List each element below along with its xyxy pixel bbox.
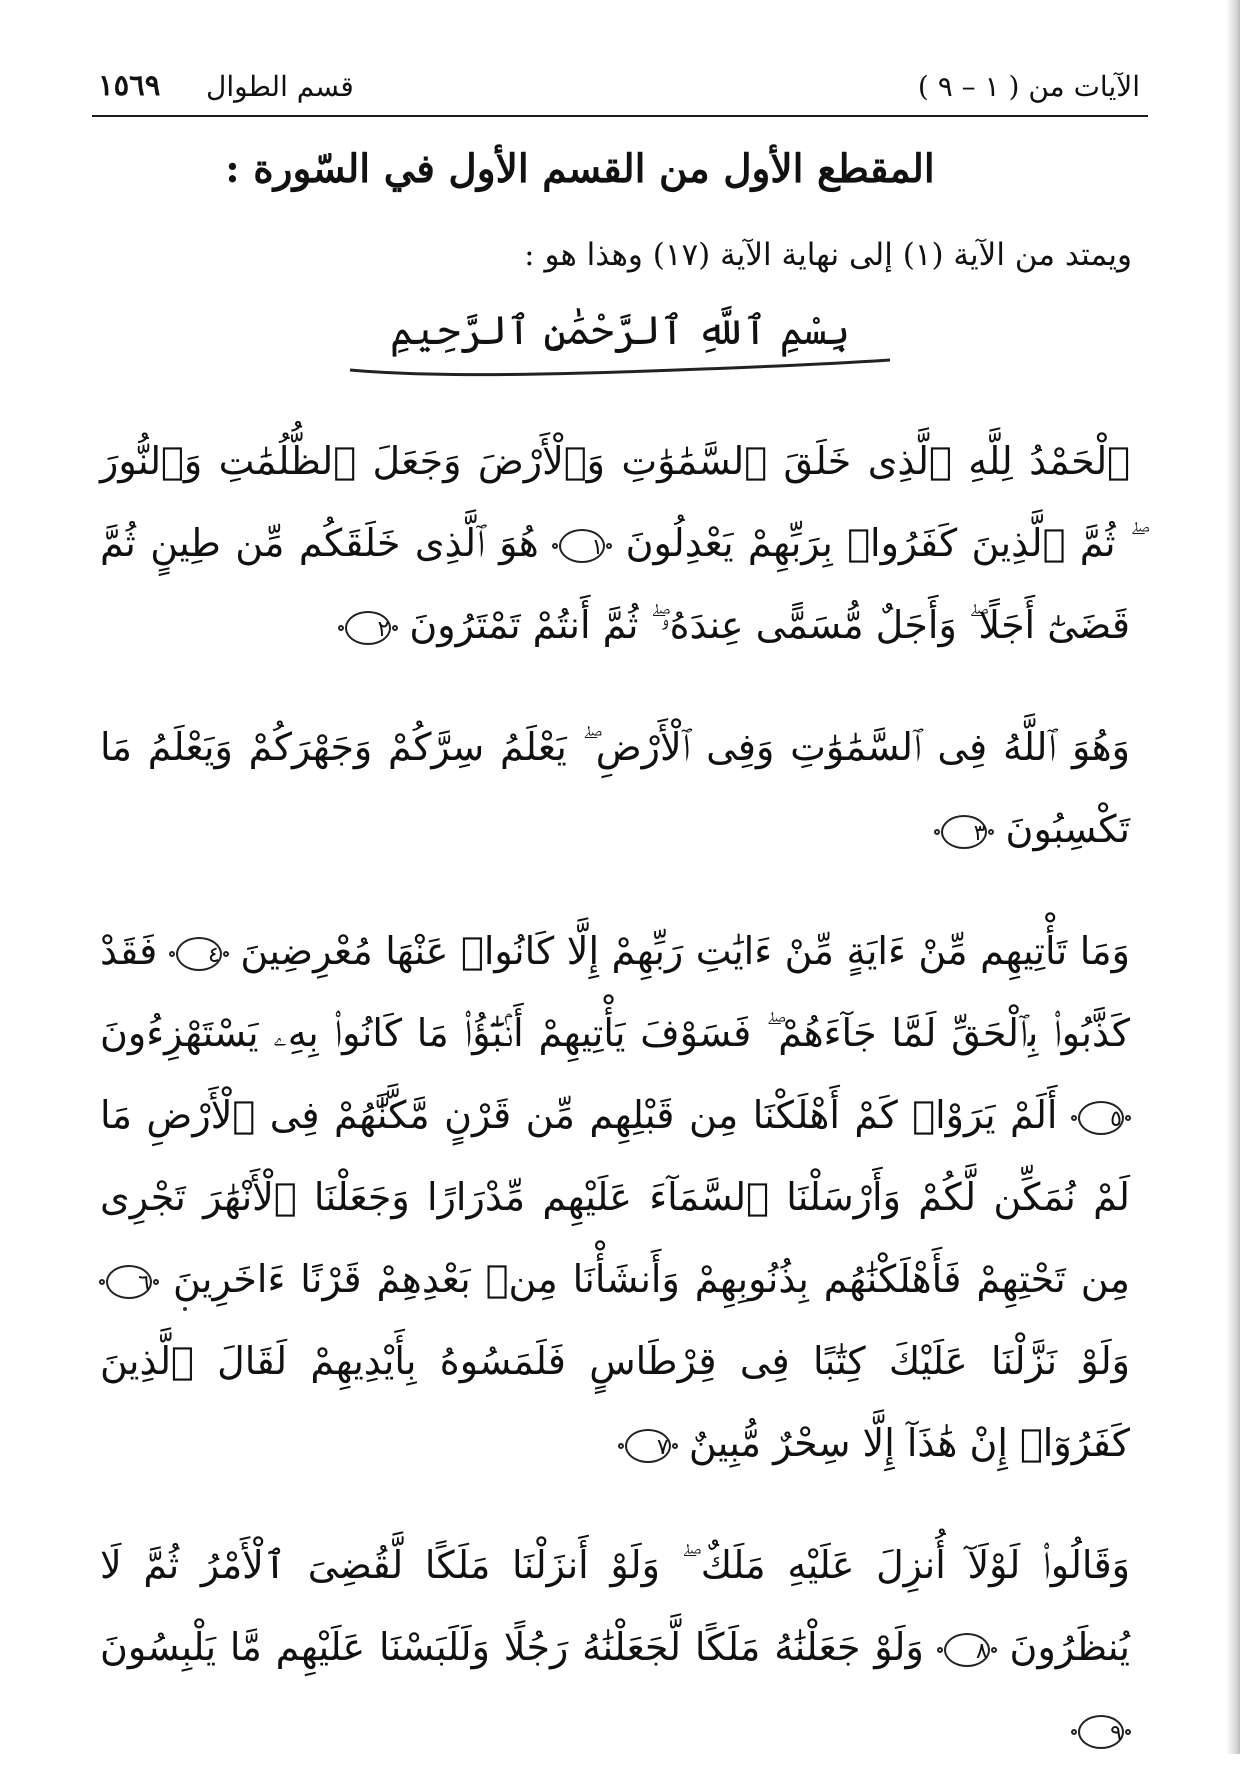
- verse-number-marker: ٤: [176, 937, 222, 971]
- verse-text: فَقَدْ كَذَّبُوا۟ بِٱلْحَقِّ لَمَّا جَآءَهُمْ ۖ فَسَوْفَ يَأْتِيهِمْ أَنۢبَٰٓؤُا۟ مَا كَانُوا۟ بِهِۦ يَسْتَهْزِءُونَ: [100, 929, 1130, 1055]
- basmala: [320, 300, 920, 392]
- verse-number-marker: ١: [559, 529, 605, 563]
- verse-number-marker: ٦: [106, 1265, 152, 1299]
- verse-text: ٱلْحَمْدُ لِلَّهِ ٱلَّذِى خَلَقَ ٱلسَّمَٰوَٰتِ وَٱلْأَرْضَ وَجَعَلَ ٱلظُّلُمَٰتِ وَٱلنُّورَ ۖ ثُمَّ ٱلَّذِينَ كَفَرُوا۟ بِرَبِّهِمْ يَعْدِلُونَ: [100, 439, 1130, 565]
- basmala-text: بِسْمِ ٱللَّهِ ٱلرَّحْمَٰنِ ٱلرَّحِيمِ: [389, 308, 851, 354]
- section-title: المقطع الأول من القسم الأول في السّورة :: [225, 146, 935, 192]
- verse-group-3: [100, 910, 1130, 1484]
- page-binding-edge: [1226, 0, 1240, 1754]
- verse-number-marker: ٩: [1078, 1715, 1124, 1749]
- verses-body: [100, 420, 1130, 1770]
- verse-text: وَهُوَ ٱللَّهُ فِى ٱلسَّمَٰوَٰتِ وَفِى ٱلْأَرْضِ ۖ يَعْلَمُ سِرَّكُمْ وَجَهْرَكُمْ وَيَعْلَمُ مَا تَكْسِبُونَ: [100, 725, 1130, 851]
- verse-number-marker: ٥: [1078, 1101, 1124, 1135]
- verse-group-1: [100, 420, 1130, 666]
- verse-text: وَمَا تَأْتِيهِم مِّنْ ءَايَةٍ مِّنْ ءَايَٰتِ رَبِّهِمْ إِلَّا كَانُوا۟ عَنْهَا مُعْرِضِينَ: [240, 929, 1130, 973]
- stray-ink-dot: [183, 1307, 187, 1311]
- verse-text: هُوَ ٱلَّذِى خَلَقَكُم مِّن طِينٍ ثُمَّ قَضَىٰٓ أَجَلًا ۖ وَأَجَلٌ مُّسَمًّى عِندَهُۥ ۖ ثُمَّ أَنتُمْ تَمْتَرُونَ: [100, 521, 1130, 647]
- verse-text: وَقَالُوا۟ لَوْلَآ أُنزِلَ عَلَيْهِ مَلَكٌ ۖ وَلَوْ أَنزَلْنَا مَلَكًا لَّقُضِىَ ٱلْأَمْرُ ثُمَّ لَا يُنظَرُونَ: [100, 1543, 1130, 1669]
- verse-text: وَلَوْ نَزَّلْنَا عَلَيْكَ كِتَٰبًا فِى قِرْطَاسٍ فَلَمَسُوهُ بِأَيْدِيهِمْ لَقَالَ ٱلَّذِينَ كَفَرُوٓا۟ إِنْ هَٰذَآ إِلَّا سِحْرٌ مُّبِينٌ: [100, 1339, 1130, 1465]
- verse-number-marker: ٢: [345, 611, 391, 645]
- verse-number-marker: ٨: [944, 1633, 990, 1667]
- page-number: ١٥٦٩: [98, 68, 161, 102]
- header-verses-range: الآيات من ( ١ – ٩ ): [917, 70, 1140, 103]
- verse-text: أَلَمْ يَرَوْا۟ كَمْ أَهْلَكْنَا مِن قَبْلِهِم مِّن قَرْنٍ مَّكَّنَّٰهُمْ فِى ٱلْأَرْضِ مَا لَمْ نُمَكِّن لَّكُمْ وَأَرْسَلْنَا ٱلسَّمَآءَ عَلَيْهِم مِّدْرَارًا وَجَعَلْنَا ٱلْأَنْهَٰرَ تَجْرِى مِن تَحْتِهِمْ فَأَهْلَكْنَٰهُم بِذُنُوبِهِمْ وَأَنشَأْنَا مِنۢ بَعْدِهِمْ قَرْنًا ءَاخَرِينَ: [100, 1093, 1130, 1301]
- verse-number-marker: ٣: [941, 815, 987, 849]
- page-header: [92, 62, 1148, 116]
- header-divider: [92, 115, 1148, 117]
- verse-text: وَلَوْ جَعَلْنَٰهُ مَلَكًا لَّجَعَلْنَٰهُ رَجُلًا وَلَلَبَسْنَا عَلَيْهِم مَّا يَلْبِسُونَ: [100, 1625, 924, 1669]
- verse-group-4: [100, 1524, 1130, 1770]
- header-section-name: قسم الطوال: [206, 70, 354, 103]
- verse-number-marker: ٧: [625, 1429, 671, 1463]
- verse-group-2: [100, 706, 1130, 870]
- intro-text: ويمتد من الآية (١) إلى نهاية الآية (١٧) وهذا هو :: [524, 237, 1132, 273]
